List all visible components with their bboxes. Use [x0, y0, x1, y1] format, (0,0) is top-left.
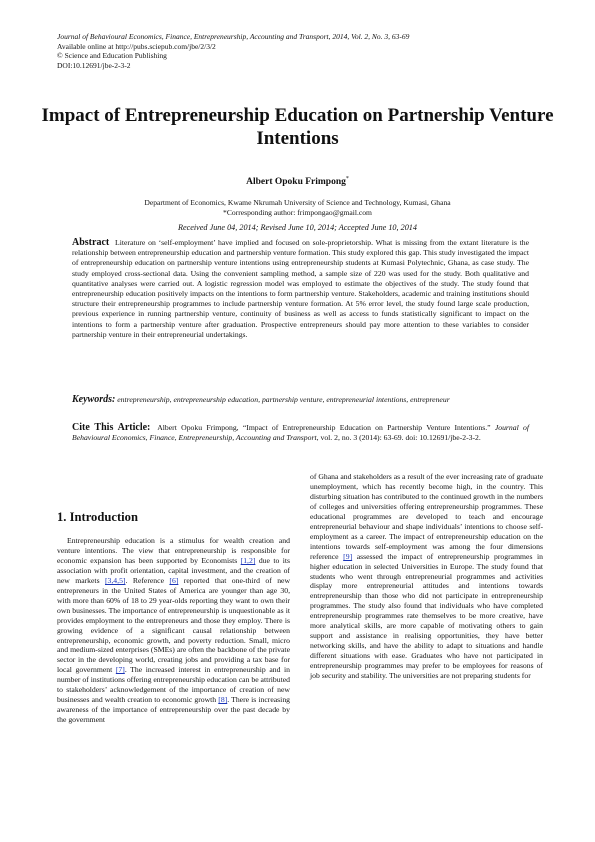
- cite-block: [72, 423, 529, 443]
- intro-paragraph-left: [57, 536, 290, 725]
- keywords-text: entrepreneurship, entrepreneurship education, partnership venture, entrepreneurial intentions, entrepreneur: [117, 395, 450, 404]
- reference-link[interactable]: [8]: [218, 695, 228, 705]
- author-line: [0, 176, 595, 187]
- body-text: . The increased interest in entrepreneurship and in number of institutions offering entrepreneurship education can be attributed to stakeholders’ acknowledgement of the importance of creation of new businesses and wealth creation to economic growth: [57, 665, 290, 705]
- cite-journal-name: Journal of Behavioural Economics, Finance, Entrepreneurship, Accounting and Transport: [72, 423, 529, 443]
- body-text: Entrepreneurship education is a stimulus for wealth creation and venture intentions. The view that entrepreneurship is responsible for economic expansion has been supported by Economists: [57, 536, 290, 565]
- cite-text-after: , vol. 2, no. 3 (2014): 63-69. doi: 10.12691/jbe-2-3-2.: [316, 433, 481, 443]
- keywords-block: Keywords: entrepreneurship, entrepreneurship education, partnership venture, entrepreneurial intentions, entrepreneur: [72, 394, 450, 405]
- running-header: [57, 32, 547, 70]
- author-name: Albert Opoku Frimpong: [246, 177, 346, 188]
- reference-link[interactable]: [7]: [115, 665, 125, 675]
- abstract-text: Literature on ‘self-employment’ have implied and focused on sole-proprietorship. What is missing from the extant literature is the relationship between entrepreneurship education and partnership venture formation. This study explored this gap. This study investigated the impact of entrepreneurship education on partnership venture intentions using entrepreneurship students at Kumasi Polytechnic, Ghana, as case study. The study employed cross-sectional data. Using the convenient sampling method, a sample size of 220 was used for the study. Both qualitative and quantitative analyses were carried out. A logistic regression model was employed to estimate the objectives of the study. The study found that entrepreneurship education positively impacts on the intentions to form partnership venture. Stakeholders, academic and training institutions should structure their entrepreneurship programmes to include partnership venture formation. At 5% error level, the study found large scale production, previous experience in running partnership venture, continuity of business as well as access to funds statistically significant to impact on the intentions to form a partnership venture after graduation. Prospective entrepreneurs should pay more attention to these variables to consider partnership venture in their entrepreneurial undertakings.: [72, 238, 530, 339]
- doi-line: DOI:10.12691/jbe-2-3-2: [57, 60, 131, 70]
- affiliation-block: [0, 198, 595, 218]
- right-column: [310, 472, 543, 681]
- corresponding-mark: *: [345, 176, 349, 182]
- body-text: reported that one-third of new entrepreneurs in the United States of America are younger than age 30, with more than 60% of 18 to 29 year-olds reporting they want to own their own businesses. The importance of entrepreneurship is unquestionable as it provides employment to the entrepreneurs and those they employ. There is growing evidence of a significant causal relationship between entrepreneurship, economic growth, and poverty reduction. Small, micro and medium-sized enterprises (SMEs) are often the backbone of the private sector in the developing world, creating jobs and providing a tax base for local government: [57, 575, 290, 675]
- reference-link[interactable]: [9]: [343, 551, 353, 561]
- reference-link[interactable]: [1,2]: [240, 555, 256, 565]
- corresponding-author[interactable]: *Corresponding author: frimpongao@gmail.com: [223, 208, 372, 217]
- journal-citation-line: Journal of Behavioural Economics, Finance, Entrepreneurship, Accounting and Transport, 2014, Vol. 2, No. 3, 63-69: [57, 32, 410, 41]
- reference-link[interactable]: [3,4,5]: [104, 575, 126, 585]
- body-text: . There is increasing awareness of the importance of entrepreneurship over the past decade by the government: [57, 695, 291, 725]
- available-online-line[interactable]: Available online at http://pubs.sciepub.com/jbe/2/3/2: [57, 41, 216, 51]
- copyright-line: © Science and Education Publishing: [57, 51, 167, 61]
- body-text: . Reference: [125, 575, 164, 585]
- intro-paragraph-right: [310, 472, 543, 681]
- body-text: due to its association with profit orientation, capital investment, and the creation of new markets: [57, 555, 290, 585]
- left-column: [57, 510, 290, 725]
- abstract-label: Abstract: [72, 237, 110, 248]
- cite-text-before: Albert Opoku Frimpong, “Impact of Entrepreneurship Education on Partnership Venture Intentions.”: [157, 423, 491, 432]
- section-heading-introduction: 1. Introduction: [57, 510, 138, 524]
- affiliation-department: Department of Economics, Kwame Nkrumah University of Science and Technology, Kumasi, Ghana: [144, 198, 451, 207]
- reference-link[interactable]: [6]: [169, 575, 179, 585]
- abstract-block: [72, 238, 529, 340]
- keywords-label: Keywords: [72, 394, 112, 405]
- article-dates: Received June 04, 2014; Revised June 10, 2014; Accepted June 10, 2014: [177, 223, 417, 232]
- paper-title: Impact of Entrepreneurship Education on Partnership Venture Intentions: [41, 105, 554, 149]
- cite-label: Cite This Article:: [72, 422, 151, 433]
- body-text: assessed the impact of entrepreneurship programmes in higher education in selected Universities in Europe. The study found that students who went through entrepreneurial programmes and activities display more entrepreneurial attitudes and intentions towards entrepreneurship than those who did not participate in entrepreneurship programmes. The study also found that individuals who have completed entrepreneurship programmes rate themselves to be more creative, have more analytical skills, are more capable of motivating others to gain support and assistance in realising opportunities, they have better networking skills, and have the ability to adapt to situations and handle different situations with ease. Graduates who have not participated in entrepreneurship programmes may prefer to be employees for reasons of job security and stability. The universities are not preparing students for: [310, 551, 543, 681]
- body-text: of Ghana and stakeholders as a result of the ever increasing rate of graduate unemployment, which has recently become high, in the country. This disturbing situation has contributed to the continued growth in the numbers of colleges and universities offering entrepreneurship programmes. These educational programmes are developed to teach and encourage entrepreneurial behaviour and shape individuals’ intentions to choose self-employment as a career. The impact of entrepreneurship education on the intentions towards self-employment was among the four dimensions reference: [310, 472, 543, 561]
